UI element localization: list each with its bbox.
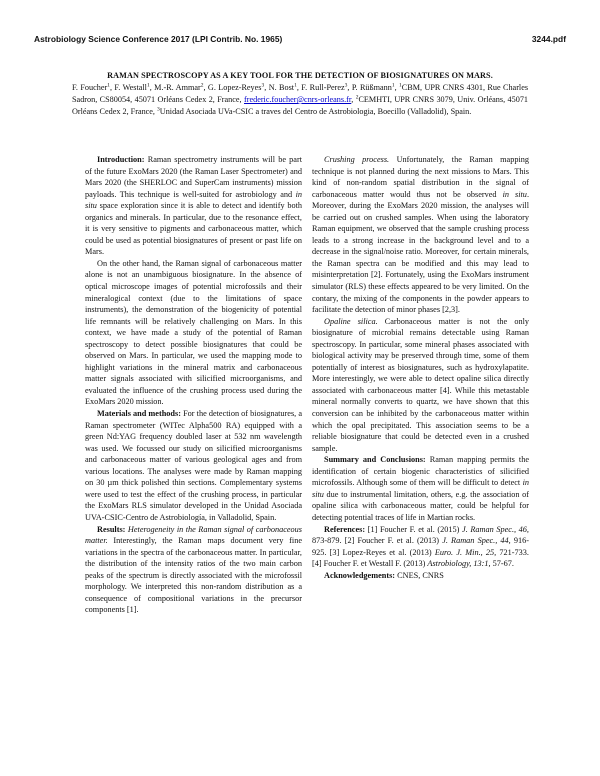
summary-paragraph: Summary and Conclusions: Raman mapping permits the identification of certain biogenic characteristics of silicified microfossils. Although some of them will be difficult to detect in situ due to instrumental limitation, others, e.g. the association of opaline silica with carbonaceous matter, could be helpful for detecting potential traces of life in Martian rocks. xyxy=(312,455,529,522)
affiliations: , $^2$CEMHTI, UPR CNRS 3079, Univ. Orléans, 45071 Orléans Cedex 2, France, $^3$Unidad Asociada UVa-CSIC a traves del Centro de Astrobiologia, Boecillo (Valladolid), Spain. xyxy=(72,94,529,116)
right-column xyxy=(312,154,529,581)
left-column xyxy=(85,154,302,616)
page-header xyxy=(34,34,566,44)
intro-paragraph-2: On the other hand, the Raman signal of carbonaceous matter alone is not an unambiguous biosignature. In the absence of optical microscope images of potential microfossils and their mineralogical context (due to the limitations of space instruments), the demonstration of the biogenicity of potential life remnants will be relatively challenging on Mars. In this context, we have made a study of the potential of Raman spectroscopy to detect possible biosignatures that could be observed on Mars. In particular, we used the mapping mode to highlight variations in the mineral matrix and carbonaceous matter signals associated with silicified microorganisms, and evaluated the influence of the crushing process used during the ExoMars 2020 mission. xyxy=(85,258,302,407)
journal-title: Astrobiology Science Conference 2017 (LPI Contrib. No. 1965) xyxy=(34,34,283,44)
intro-paragraph: Introduction: Raman spectrometry instruments will be part of the future ExoMars 2020 (the Raman Laser Spectrometer) and Mars 2020 (the SHERLOC and SuperCam instruments) mission payloads. This technique is well-suited for astrobiology and in situ space exploration since it is able to detect and identify both organics and minerals. In particular, due to the resonance effect, it is very sensitive to pigments and carbonaceous matter, which could be used as potential biosignatures of present or past life on Mars. xyxy=(85,155,302,257)
author-email-link[interactable]: frederic.foucher@cnrs-orleans.fr xyxy=(244,95,352,104)
opaline-paragraph: Opaline silica. Carbonaceous matter is not the only biosignature of microbial remains detectable using Raman spectroscopy. In particular, some mineral phases associated with biological activity may be preserved through time, some of them potentially of interest as biosignatures, such as hydroxylapatite. More interestingly, we were able to detect opaline silica directly associated with carbonaceous matter [4]. While this metastable mineral normally converts to quartz, we have shown that this conversion can be inhibited by the carbonaceous matter within which the opal precipitated. This association seems to be a reliable biosignature that could be detected even in a crushed sample. xyxy=(312,316,529,453)
authors: F. Foucher$^1$, F. Westall$^1$, M.-R. Ammar$^2$, G. Lopez-Reyes$^3$, N. Bost$^1$, F. Rull-Perez$^3$, P. Rüßmann$^1$, $^1$CBM, UPR CNRS 4301, Rue Charles Sadron, CS80054, 45071 Orléans Cedex 2, France, xyxy=(72,82,529,104)
results-paragraph: Results: Heterogeneity in the Raman signal of carbonaceous matter. Interestingly, the Raman maps document very fine variations in the spectra of the carbonaceous matter. In particular, the distribution of the intensity ratios of the two main carbon peaks of the spectrum is directly associated with the microfossil morphology. We interpreted this non-random distribution as a consequence of compositional variations in the precursor components [1]. xyxy=(85,524,302,615)
methods-paragraph: Materials and methods: For the detection of biosignatures, a Raman spectrometer (WITec Alpha500 RA) equipped with a green Nd:YAG frequency doubled laser at 532 nm wavelength was used. We focussed our study on silicified microorganisms and carbonaceous matter of various geological ages and from various locations. The analyses were made by Raman mapping on 30 µm thick polished thin sections. Complementary systems were used to test the effect of the crushing process, in particular the ExoMars RLS simulator developed in the Unidad Asociada UVA-CSIC-Centro de Astrobiología, in Valladolid, Spain. xyxy=(85,409,302,522)
crushing-paragraph: Crushing process. Unfortunately, the Raman mapping technique is not planned during the next missions to Mars. This kind of non-random spatial distribution in the signal of carbonaceous matter would thus not be observed in situ. Moreover, during the ExoMars 2020 mission, the analyses will be carried out on crushed samples. When using the laboratory Raman equipment, we observed that the sample crushing process leads to a strong increase in the background level and to a decrease in the signal/noise ratio. Moreover, for certain minerals, the Raman spectra can be modified and this may lead to misinterpretation [2]. Fortunately, using the ExoMars instrument simulator (RLS) these effects appeared to be very limited. On the contary, the mixing of the components in the powder appears to facilitate the detection of minor phases [2,3]. xyxy=(312,155,529,315)
title-block xyxy=(72,70,528,118)
paper-title: RAMAN SPECTROSCOPY AS A KEY TOOL FOR THE DETECTION OF BIOSIGNATURES ON MARS. xyxy=(107,71,493,80)
references-paragraph: References: [1] Foucher F. et al. (2015) J. Raman Spec., 46, 873-879. [2] Foucher F. et al. (2013) J. Raman Spec., 44, 916-925. [3] Lopez-Reyes et al. (2013) Euro. J. Min., 25, 721-733. [4] Foucher F. et Westall F. (2013) Astrobiology, 13:1, 57-67. xyxy=(312,524,530,569)
abstract-id: 3244.pdf xyxy=(531,34,566,44)
acknowledgements-paragraph: Acknowledgements: CNES, CNRS xyxy=(324,570,444,580)
